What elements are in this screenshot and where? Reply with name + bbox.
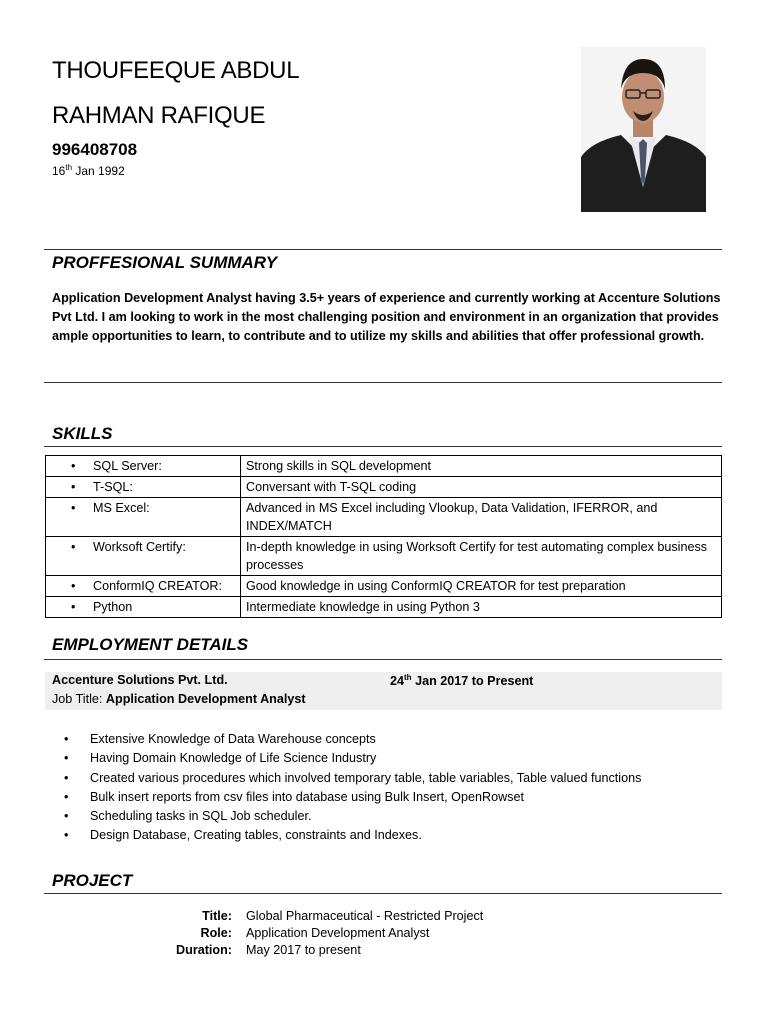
skill-name: • Worksoft Certify: (46, 537, 241, 576)
list-item: • Having Domain Knowledge of Life Science Industry (64, 749, 641, 768)
bullet-icon: • (64, 828, 69, 843)
skill-description: Advanced in MS Excel including Vlookup, Data Validation, IFERROR, and INDEX/MATCH (241, 498, 722, 537)
divider (44, 893, 722, 894)
list-item: • Extensive Knowledge of Data Warehouse concepts (64, 730, 641, 749)
table-row (46, 477, 722, 498)
divider (44, 382, 722, 383)
name-line-2: RAHMAN RAFIQUE (52, 102, 266, 129)
job-title: Job Title: Application Development Analyst (52, 692, 306, 706)
project-role-value: Application Development Analyst (246, 926, 430, 940)
project-duration-row (0, 943, 768, 961)
divider (44, 249, 722, 250)
skill-description: Good knowledge in using ConformIQ CREATOR for test preparation (241, 576, 722, 597)
profile-photo (581, 47, 706, 212)
project-title-label: Title: (202, 909, 232, 923)
bullet-icon: • (71, 540, 76, 554)
skill-name: • SQL Server: (46, 456, 241, 477)
project-duration-value: May 2017 to present (246, 943, 361, 957)
list-item: • Design Database, Creating tables, constraints and Indexes. (64, 826, 641, 845)
summary-text: Application Development Analyst having 3.5+ years of experience and currently working at Accenture Solutions Pvt Ltd. I am looking to work in the most challenging position and environment in an organization that provides ample opportunities to learn, to contribute and to utilize my skills and abilities that offer professional growth. (52, 291, 721, 343)
responsibilities-list (64, 730, 641, 846)
project-role-label: Role: (200, 926, 232, 940)
table-row (46, 597, 722, 618)
project-duration-label: Duration: (176, 943, 232, 957)
employment-heading: EMPLOYMENT DETAILS (52, 635, 249, 654)
employment-dates: 24th Jan 2017 to Present (390, 673, 534, 689)
bullet-icon: • (71, 480, 76, 494)
table-row (46, 498, 722, 537)
bullet-icon: • (71, 579, 76, 593)
project-heading: PROJECT (52, 871, 133, 890)
bullet-icon: • (71, 459, 76, 473)
table-row (46, 537, 722, 576)
bullet-icon: • (64, 789, 69, 804)
list-item: • Bulk insert reports from csv files into database using Bulk Insert, OpenRowset (64, 788, 641, 807)
bullet-icon: • (64, 751, 69, 766)
divider (44, 659, 722, 660)
skill-name: • Python (46, 597, 241, 618)
name-line-1: THOUFEEQUE ABDUL (52, 57, 300, 84)
bullet-icon: • (64, 732, 69, 746)
skill-description: In-depth knowledge in using Worksoft Certify for test automating complex business processes (241, 537, 722, 576)
person-icon (581, 47, 706, 212)
project-role-row (0, 926, 768, 944)
date-of-birth: 16th Jan 1992 (52, 163, 125, 178)
skill-name: • MS Excel: (46, 498, 241, 537)
phone-number: 996408708 (52, 140, 138, 159)
table-row (46, 576, 722, 597)
list-item: • Created various procedures which involved temporary table, table variables, Table valued functions (64, 769, 641, 788)
summary-heading: PROFFESIONAL SUMMARY (52, 253, 278, 272)
bullet-icon: • (64, 809, 69, 824)
skill-description: Conversant with T-SQL coding (241, 477, 722, 498)
bullet-icon: • (71, 501, 76, 515)
divider (44, 446, 722, 447)
list-item: • Scheduling tasks in SQL Job scheduler. (64, 807, 641, 826)
skill-description: Strong skills in SQL development (241, 456, 722, 477)
project-title-value: Global Pharmaceutical - Restricted Project (246, 909, 484, 923)
bullet-icon: • (71, 600, 76, 614)
table-row (46, 456, 722, 477)
skill-name: • ConformIQ CREATOR: (46, 576, 241, 597)
bullet-icon: • (64, 770, 69, 785)
project-title-row (0, 909, 768, 927)
skill-description: Intermediate knowledge in using Python 3 (241, 597, 722, 618)
skills-heading: SKILLS (52, 424, 113, 443)
skills-table (45, 455, 722, 618)
skill-name: • T-SQL: (46, 477, 241, 498)
company-name: Accenture Solutions Pvt. Ltd. (52, 673, 228, 687)
